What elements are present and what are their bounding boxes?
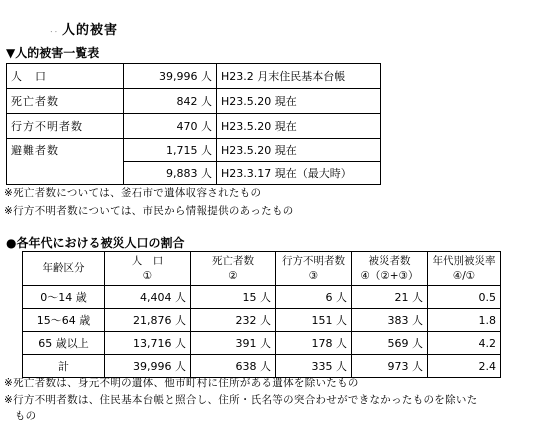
cell-deaths: 638 人 bbox=[191, 355, 276, 378]
cell-rate: 1.8 bbox=[428, 309, 501, 332]
table-row bbox=[23, 309, 501, 332]
row-value: 9,883 人 bbox=[124, 162, 217, 185]
table-row bbox=[7, 162, 381, 185]
row-value: 470 人 bbox=[124, 114, 217, 139]
row-value: 842 人 bbox=[124, 89, 217, 114]
cell-population: 39,996 人 bbox=[105, 355, 191, 378]
header-rate: 年代別被災率 ④/① bbox=[428, 252, 501, 286]
cell-missing: 335 人 bbox=[276, 355, 352, 378]
cell-missing: 6 人 bbox=[276, 286, 352, 309]
cell-missing: 178 人 bbox=[276, 332, 352, 355]
header-deaths: 死亡者数 ② bbox=[191, 252, 276, 286]
cell-age: 15～64 歳 bbox=[23, 309, 105, 332]
cell-rate: 2.4 bbox=[428, 355, 501, 378]
summary-heading: ▼人的被害一覧表 bbox=[6, 46, 100, 60]
row-label bbox=[7, 162, 124, 185]
cell-population: 21,876 人 bbox=[105, 309, 191, 332]
cell-age: 計 bbox=[23, 355, 105, 378]
row-label: 行方不明者数 bbox=[7, 114, 124, 139]
table-row bbox=[7, 139, 381, 162]
age-footnote: ※行方不明者数は、住民基本台帳と照合し、住所・氏名等の突合わせができなかったものを除いた bbox=[4, 394, 478, 406]
table-row bbox=[23, 332, 501, 355]
cell-age: 65 歳以上 bbox=[23, 332, 105, 355]
age-table bbox=[22, 251, 501, 378]
cell-deaths: 391 人 bbox=[191, 332, 276, 355]
table-row bbox=[7, 114, 381, 139]
cell-rate: 0.5 bbox=[428, 286, 501, 309]
header-missing: 行方不明者数 ③ bbox=[276, 252, 352, 286]
cell-age: 0～14 歳 bbox=[23, 286, 105, 309]
cell-rate: 4.2 bbox=[428, 332, 501, 355]
row-value: 39,996 人 bbox=[124, 64, 217, 89]
cell-victims: 383 人 bbox=[352, 309, 428, 332]
table-header-row bbox=[23, 252, 501, 286]
cell-deaths: 15 人 bbox=[191, 286, 276, 309]
cell-deaths: 232 人 bbox=[191, 309, 276, 332]
age-footnote: もの bbox=[4, 410, 37, 422]
table-row bbox=[23, 286, 501, 309]
table-row bbox=[7, 89, 381, 114]
row-value: 1,715 人 bbox=[124, 139, 217, 162]
header-age: 年齢区分 bbox=[23, 252, 105, 286]
cell-victims: 21 人 bbox=[352, 286, 428, 309]
summary-footnote: ※死亡者数については、釜石市で遺体収容されたもの bbox=[4, 187, 262, 199]
row-label: 避難者数 bbox=[7, 139, 124, 162]
row-note: H23.5.20 現在 bbox=[217, 89, 381, 114]
age-footnote: ※死亡者数は、身元不明の遺体、他市町村に住所がある遺体を除いたもの bbox=[4, 377, 359, 389]
row-note: H23.2 月末住民基本台帳 bbox=[217, 64, 381, 89]
table-row bbox=[7, 64, 381, 89]
cell-population: 4,404 人 bbox=[105, 286, 191, 309]
page-title: 人的被害 bbox=[62, 23, 119, 38]
cell-victims: 973 人 bbox=[352, 355, 428, 378]
summary-footnote: ※行方不明者数については、市民から情報提供のあったもの bbox=[4, 205, 294, 217]
page-title-dots: ．． bbox=[50, 25, 64, 35]
cell-population: 13,716 人 bbox=[105, 332, 191, 355]
row-label: 人 口 bbox=[7, 64, 124, 89]
cell-victims: 569 人 bbox=[352, 332, 428, 355]
summary-table bbox=[6, 63, 381, 185]
cell-missing: 151 人 bbox=[276, 309, 352, 332]
row-note: H23.3.17 現在（最大時） bbox=[217, 162, 381, 185]
row-note: H23.5.20 現在 bbox=[217, 139, 381, 162]
row-label: 死亡者数 bbox=[7, 89, 124, 114]
age-table-heading: ●各年代における被災人口の割合 bbox=[6, 236, 185, 250]
header-victims: 被災者数 ④（②+③） bbox=[352, 252, 428, 286]
header-population: 人 口 ① bbox=[105, 252, 191, 286]
row-note: H23.5.20 現在 bbox=[217, 114, 381, 139]
